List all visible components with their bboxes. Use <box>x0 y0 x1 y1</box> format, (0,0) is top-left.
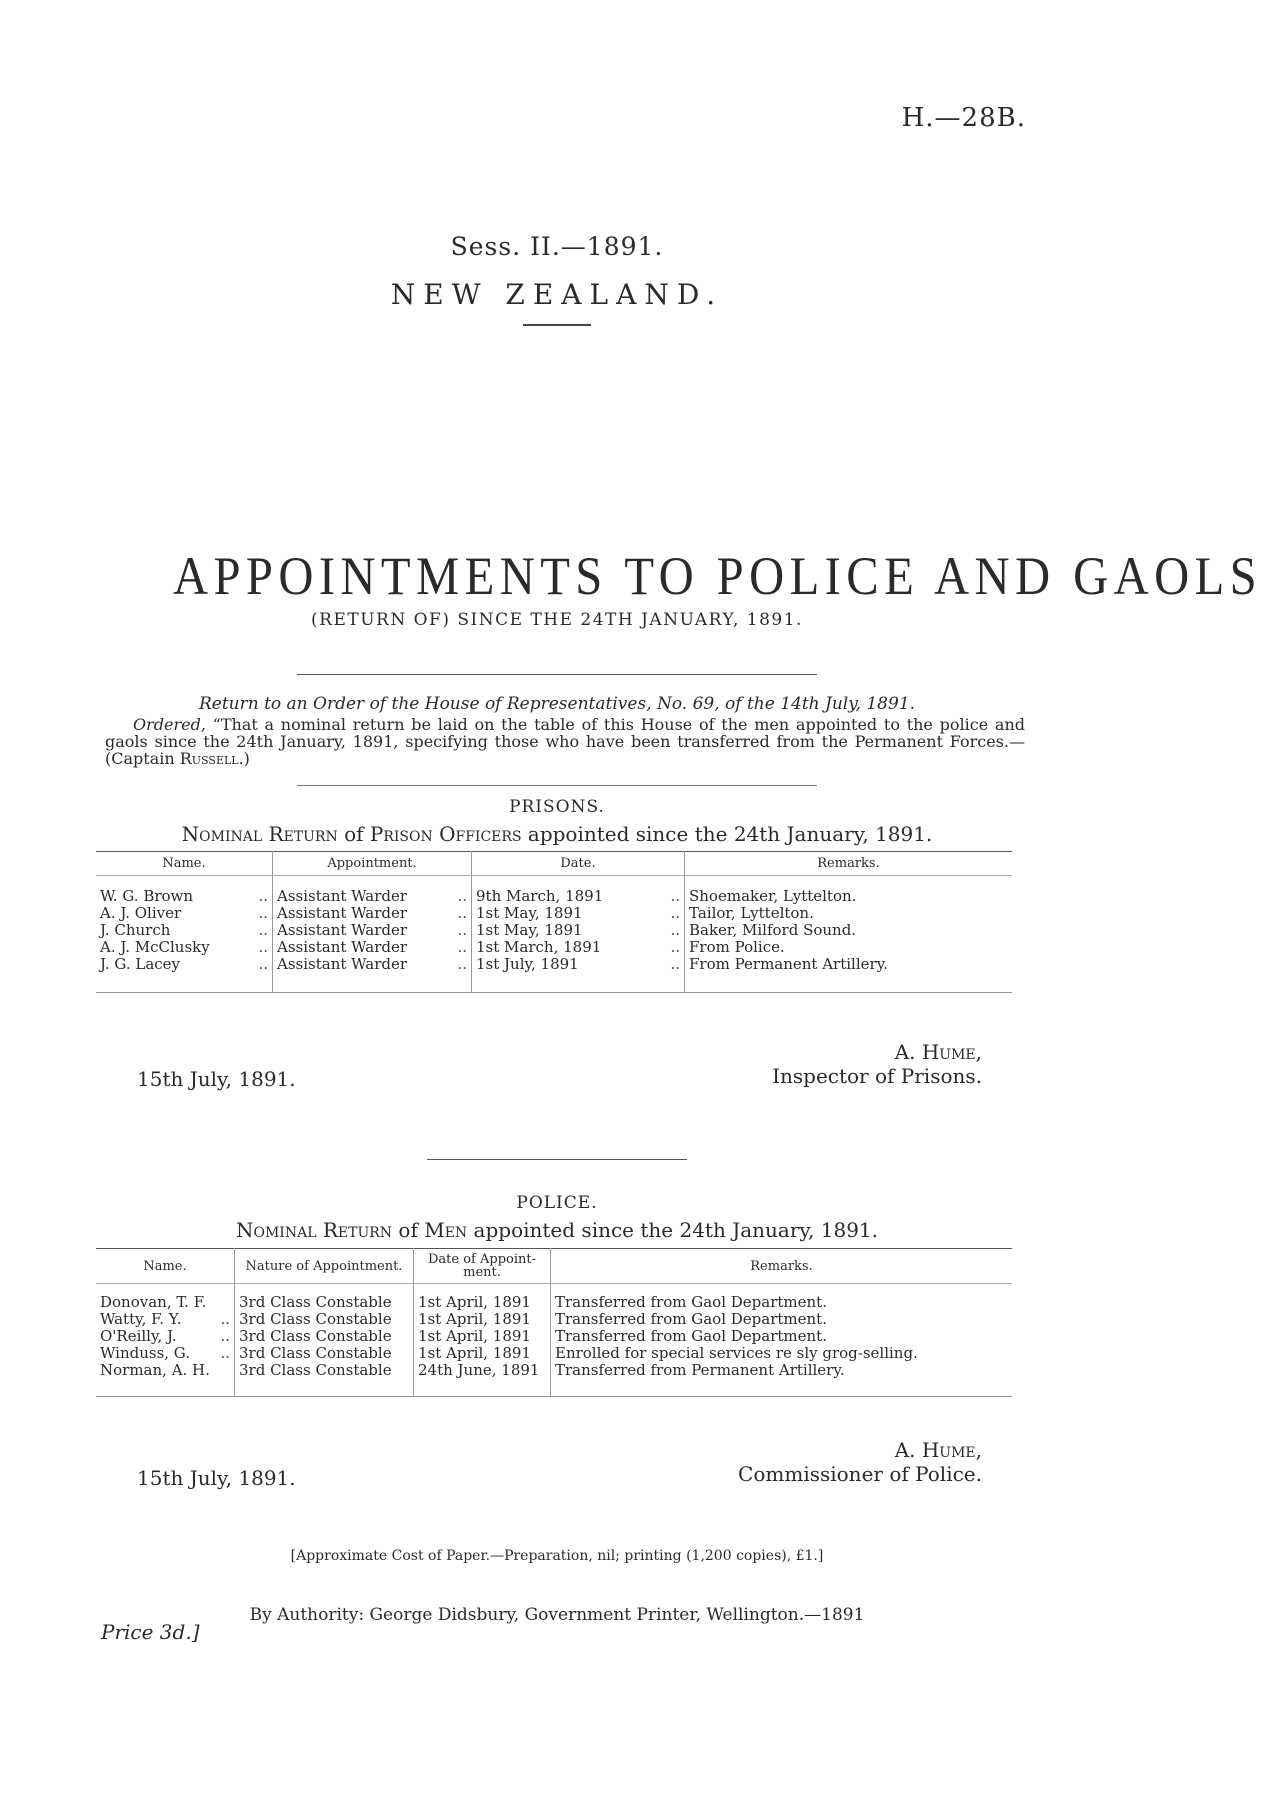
cell-remarks: Shoemaker, Lyttelton. <box>685 888 1013 905</box>
prisons-subheading <box>0 822 1114 846</box>
cell-date: 1st May, 1891 <box>476 903 583 922</box>
column-header-appointment: Nature of Appointment. <box>235 1249 414 1284</box>
police-sub-tail: appointed since the 24th January, 1891. <box>467 1218 878 1242</box>
cell-remarks: Transferred from Permanent Artillery. <box>551 1362 1013 1379</box>
cell-name: J. Church <box>100 920 171 939</box>
column-header-appointment: Appointment. <box>273 852 472 876</box>
cell-appointment: Assistant Warder <box>277 937 408 956</box>
cell-name: J. G. Lacey <box>100 954 181 973</box>
cell-name: A. J. Oliver <box>100 903 182 922</box>
document-reference: H.—28B. <box>901 103 1026 133</box>
police-sub-lead: Nominal Return <box>235 1218 393 1242</box>
leader-dots: .. <box>258 903 268 922</box>
cell-appointment: 3rd Class Constable <box>235 1311 414 1328</box>
cost-note: [Approximate Cost of Paper.—Preparation, nil; printing (1,200 copies), £1.] <box>290 1548 824 1564</box>
column-header-name: Name. <box>96 852 273 876</box>
ordered-lead: Ordered, <box>133 715 206 734</box>
table-row <box>96 1362 1012 1379</box>
table-row <box>96 1345 1012 1362</box>
cell-date: 1st April, 1891 <box>414 1345 551 1362</box>
cell-remarks: Transferred from Gaol Department. <box>551 1328 1013 1345</box>
leader-dots: .. <box>670 937 680 956</box>
table-row <box>96 1294 1012 1311</box>
leader-dots: .. <box>457 954 467 973</box>
cell-appointment: 3rd Class Constable <box>235 1328 414 1345</box>
divider <box>297 674 817 675</box>
table-row <box>96 939 1012 956</box>
leader-dots: .. <box>670 903 680 922</box>
leader-dots: .. <box>457 937 467 956</box>
cell-remarks: Transferred from Gaol Department. <box>551 1311 1013 1328</box>
cell-remarks: From Permanent Artillery. <box>685 956 1013 973</box>
cell-appointment: 3rd Class Constable <box>235 1362 414 1379</box>
cell-date: 1st July, 1891 <box>476 954 579 973</box>
cell-name: A. J. McClusky <box>100 937 210 956</box>
leader-dots: .. <box>258 886 268 905</box>
page-subtitle: (RETURN OF) SINCE THE 24TH JANUARY, 1891. <box>311 610 803 630</box>
cell-remarks: Enrolled for special services re sly grog-selling. <box>551 1345 1013 1362</box>
cell-remarks: Baker, Milford Sound. <box>685 922 1013 939</box>
cell-date: 9th March, 1891 <box>476 886 604 905</box>
cell-name: O'Reilly, J. <box>100 1326 177 1345</box>
prisons-signatory-title: Inspector of Prisons. <box>772 1064 982 1088</box>
leader-dots: .. <box>220 1343 230 1362</box>
cell-date: 24th June, 1891 <box>414 1362 551 1379</box>
ordered-paragraph <box>105 716 1025 767</box>
police-sub-of: of <box>392 1218 425 1242</box>
cell-appointment: Assistant Warder <box>277 903 408 922</box>
price-note: Price 3d.] <box>101 1620 200 1644</box>
cell-date: 1st April, 1891 <box>414 1328 551 1345</box>
column-header-date: Date of Appoint-ment. <box>414 1249 551 1284</box>
cell-appointment: Assistant Warder <box>277 954 408 973</box>
police-signature <box>662 1438 982 1486</box>
cell-date: 1st March, 1891 <box>476 937 602 956</box>
cell-remarks: From Police. <box>685 939 1013 956</box>
table-row <box>96 1311 1012 1328</box>
cell-name: W. G. Brown <box>100 886 194 905</box>
cell-date: 1st April, 1891 <box>414 1311 551 1328</box>
prisons-signatory-name: A. Hume, <box>894 1040 982 1064</box>
table-header-row <box>96 1249 1012 1284</box>
cell-appointment: Assistant Warder <box>277 920 408 939</box>
police-signatory-name: A. Hume, <box>894 1438 982 1462</box>
prisons-heading: PRISONS. <box>509 797 605 817</box>
police-subheading <box>0 1218 1114 1242</box>
police-sub-mid: Men <box>424 1218 468 1242</box>
leader-dots: .. <box>258 937 268 956</box>
prisons-date: 15th July, 1891. <box>137 1067 296 1091</box>
divider <box>427 1159 687 1160</box>
table-row <box>96 1328 1012 1345</box>
return-order-line: Return to an Order of the House of Representatives, No. 69, of the 14th July, 1891. <box>198 694 916 714</box>
column-header-date: Date. <box>472 852 685 876</box>
divider <box>297 785 817 786</box>
cell-date: 1st April, 1891 <box>414 1294 551 1311</box>
cell-remarks: Transferred from Gaol Department. <box>551 1294 1013 1311</box>
prisons-signature <box>682 1040 982 1088</box>
leader-dots: .. <box>457 886 467 905</box>
divider <box>523 324 591 326</box>
column-header-name: Name. <box>96 1249 235 1284</box>
police-heading: POLICE. <box>516 1193 598 1213</box>
prisons-sub-mid: Prison Officers <box>369 822 522 846</box>
cell-appointment: Assistant Warder <box>277 886 408 905</box>
ordered-mover-name: Russell <box>179 749 239 768</box>
leader-dots: .. <box>258 920 268 939</box>
cell-remarks: Tailor, Lyttelton. <box>685 905 1013 922</box>
leader-dots: .. <box>670 886 680 905</box>
leader-dots: .. <box>220 1326 230 1345</box>
leader-dots: .. <box>457 920 467 939</box>
leader-dots: .. <box>457 903 467 922</box>
session-line: Sess. II.—1891. <box>450 232 664 261</box>
prisons-table <box>96 851 1012 993</box>
prisons-sub-tail: appointed since the 24th January, 1891. <box>521 822 933 846</box>
country-heading: NEW ZEALAND. <box>390 278 724 311</box>
table-row <box>96 956 1012 973</box>
column-header-remarks: Remarks. <box>685 852 1013 876</box>
leader-dots: .. <box>220 1309 230 1328</box>
cell-name: Watty, F. Y. <box>100 1309 182 1328</box>
leader-dots: .. <box>670 954 680 973</box>
column-header-remarks: Remarks. <box>551 1249 1013 1284</box>
cell-name: Norman, A. H. <box>100 1360 210 1379</box>
police-signatory-title: Commissioner of Police. <box>738 1462 982 1486</box>
cell-appointment: 3rd Class Constable <box>235 1294 414 1311</box>
table-header-row <box>96 852 1012 876</box>
leader-dots: .. <box>258 954 268 973</box>
ordered-text: “That a nominal return be laid on the table of this House of the men appointed to the police and gaols since the 24th January, 1891, specifying those who have been transferred from the Permanent Forces.—(Captain <box>105 715 1025 768</box>
printer-authority: By Authority: George Didsbury, Government Printer, Wellington.—1891 <box>249 1605 865 1625</box>
police-date: 15th July, 1891. <box>137 1466 296 1490</box>
leader-dots: .. <box>670 920 680 939</box>
table-row <box>96 922 1012 939</box>
cell-appointment: 3rd Class Constable <box>235 1345 414 1362</box>
cell-name: Donovan, T. F. <box>100 1292 207 1311</box>
prisons-sub-lead: Nominal Return <box>181 822 338 846</box>
table-row <box>96 905 1012 922</box>
page-title: APPOINTMENTS TO POLICE AND GAOLS <box>173 546 1262 606</box>
cell-name: Winduss, G. <box>100 1343 191 1362</box>
cell-date: 1st May, 1891 <box>476 920 583 939</box>
police-table <box>96 1248 1012 1397</box>
prisons-sub-of: of <box>337 822 370 846</box>
ordered-tail: .) <box>238 749 250 768</box>
table-row <box>96 888 1012 905</box>
